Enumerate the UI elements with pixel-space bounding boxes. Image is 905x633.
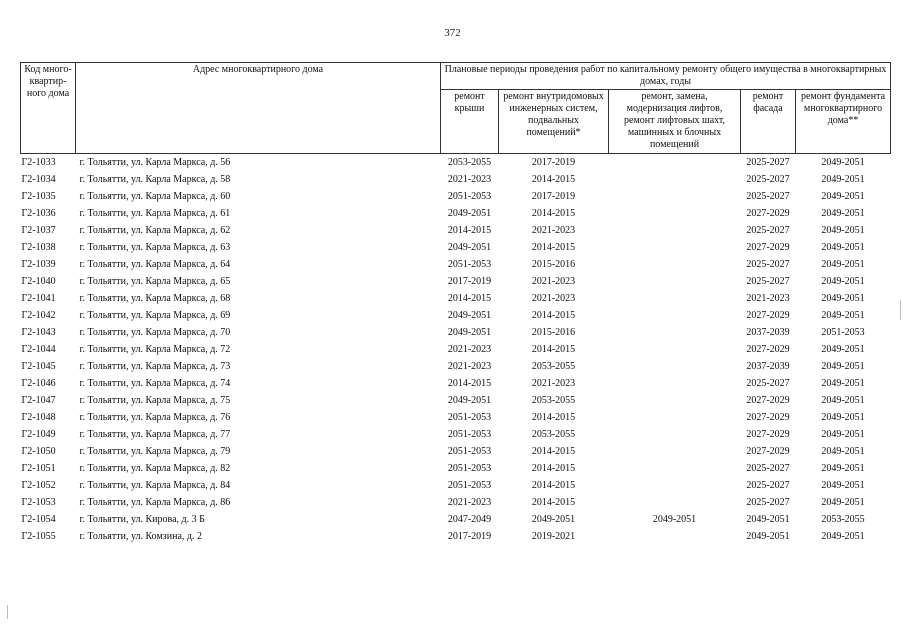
cell-code: Г2-1033 [21, 156, 56, 168]
cell-elevators [609, 290, 741, 307]
table-row [21, 205, 891, 222]
cell-elevators [609, 324, 741, 341]
cell-roof: 2014-2015 [447, 224, 492, 236]
cell-elevators [609, 171, 741, 188]
cell-code: Г2-1040 [21, 275, 56, 287]
cell-foundation: 2049-2051 [821, 275, 865, 287]
header-periods: Плановые периоды проведения работ по капитальному ремонту общего имущества в многоквартирных домах, годы [441, 63, 891, 90]
cell-roof: 2053-2055 [447, 156, 492, 168]
cell-elevators [609, 494, 741, 511]
cell-roof: 2047-2049 [447, 513, 492, 525]
cell-elevators [609, 392, 741, 409]
cell-code: Г2-1038 [21, 241, 56, 253]
table-row [21, 324, 891, 341]
cell-foundation: 2049-2051 [821, 190, 865, 202]
table-row [21, 188, 891, 205]
cell-facade: 2027-2029 [746, 394, 790, 406]
cell-address: г. Тольятти, ул. Карла Маркса, д. 64 [79, 258, 231, 270]
cell-address: г. Тольятти, ул. Карла Маркса, д. 58 [79, 173, 231, 185]
scan-mark [900, 300, 901, 320]
cell-elevators [609, 341, 741, 358]
cell-code: Г2-1053 [21, 496, 56, 508]
cell-engineering: 2014-2015 [531, 462, 576, 474]
cell-elevators [609, 443, 741, 460]
cell-engineering: 2053-2055 [531, 428, 576, 440]
table-row [21, 239, 891, 256]
cell-roof: 2021-2023 [447, 173, 492, 185]
cell-address: г. Тольятти, ул. Карла Маркса, д. 86 [79, 496, 231, 508]
cell-roof: 2017-2019 [447, 275, 492, 287]
cell-roof: 2051-2053 [447, 428, 492, 440]
cell-elevators [609, 273, 741, 290]
cell-roof: 2051-2053 [447, 479, 492, 491]
cell-code: Г2-1039 [21, 258, 56, 270]
cell-engineering: 2014-2015 [531, 496, 576, 508]
cell-foundation: 2049-2051 [821, 258, 865, 270]
cell-engineering: 2014-2015 [531, 343, 576, 355]
cell-code: Г2-1037 [21, 224, 56, 236]
table-row [21, 426, 891, 443]
cell-elevators: 2049-2051 [652, 513, 697, 525]
cell-code: Г2-1047 [21, 394, 56, 406]
cell-code: Г2-1049 [21, 428, 56, 440]
cell-engineering: 2015-2016 [531, 258, 576, 270]
cell-elevators [609, 154, 741, 172]
cell-foundation: 2049-2051 [821, 207, 865, 219]
cell-elevators [609, 239, 741, 256]
cell-facade: 2027-2029 [746, 411, 790, 423]
table-row [21, 222, 891, 239]
cell-address: г. Тольятти, ул. Карла Маркса, д. 77 [79, 428, 231, 440]
cell-roof: 2049-2051 [447, 394, 492, 406]
cell-engineering: 2053-2055 [531, 394, 576, 406]
cell-code: Г2-1042 [21, 309, 56, 321]
cell-code: Г2-1055 [21, 530, 56, 542]
cell-foundation: 2053-2055 [821, 513, 865, 525]
table-row [21, 392, 891, 409]
cell-code: Г2-1051 [21, 462, 56, 474]
cell-facade: 2049-2051 [746, 513, 790, 525]
table-row [21, 511, 891, 528]
cell-facade: 2025-2027 [746, 190, 790, 202]
cell-elevators [609, 477, 741, 494]
header-code: Код много-квартир-ного дома [21, 63, 76, 154]
cell-roof: 2014-2015 [447, 292, 492, 304]
table-row [21, 307, 891, 324]
cell-facade: 2037-2039 [746, 326, 790, 338]
table-row [21, 273, 891, 290]
cell-engineering: 2021-2023 [531, 292, 576, 304]
cell-engineering: 2017-2019 [531, 156, 576, 168]
cell-code: Г2-1036 [21, 207, 56, 219]
cell-code: Г2-1041 [21, 292, 56, 304]
cell-facade: 2025-2027 [746, 479, 790, 491]
cell-roof: 2049-2051 [447, 326, 492, 338]
cell-roof: 2049-2051 [447, 309, 492, 321]
cell-engineering: 2021-2023 [531, 224, 576, 236]
header-address: Адрес многоквартирного дома [76, 63, 441, 154]
cell-address: г. Тольятти, ул. Карла Маркса, д. 84 [79, 479, 231, 491]
header-elevators: ремонт, замена, модернизация лифтов, ремонт лифтовых шахт, машинных и блочных помещений [609, 90, 741, 154]
table-row [21, 290, 891, 307]
cell-facade: 2027-2029 [746, 241, 790, 253]
cell-roof: 2014-2015 [447, 377, 492, 389]
cell-code: Г2-1043 [21, 326, 56, 338]
cell-engineering: 2049-2051 [531, 513, 576, 525]
cell-elevators [609, 528, 741, 545]
cell-engineering: 2014-2015 [531, 173, 576, 185]
cell-code: Г2-1048 [21, 411, 56, 423]
cell-facade: 2027-2029 [746, 343, 790, 355]
cell-roof: 2051-2053 [447, 411, 492, 423]
cell-foundation: 2049-2051 [821, 292, 865, 304]
cell-foundation: 2049-2051 [821, 377, 865, 389]
cell-code: Г2-1044 [21, 343, 56, 355]
table-body [21, 154, 891, 546]
cell-engineering: 2014-2015 [531, 445, 576, 457]
cell-engineering: 2021-2023 [531, 275, 576, 287]
table-row [21, 256, 891, 273]
cell-roof: 2049-2051 [447, 207, 492, 219]
cell-elevators [609, 409, 741, 426]
cell-foundation: 2049-2051 [821, 241, 865, 253]
cell-facade: 2025-2027 [746, 224, 790, 236]
cell-address: г. Тольятти, ул. Карла Маркса, д. 73 [79, 360, 231, 372]
cell-elevators [609, 460, 741, 477]
cell-foundation: 2049-2051 [821, 445, 865, 457]
cell-elevators [609, 358, 741, 375]
cell-engineering: 2015-2016 [531, 326, 576, 338]
cell-address: г. Тольятти, ул. Карла Маркса, д. 65 [79, 275, 231, 287]
cell-facade: 2049-2051 [746, 530, 790, 542]
cell-facade: 2021-2023 [746, 292, 790, 304]
cell-facade: 2025-2027 [746, 377, 790, 389]
cell-address: г. Тольятти, ул. Карла Маркса, д. 75 [79, 394, 231, 406]
cell-engineering: 2017-2019 [531, 190, 576, 202]
header-foundation: ремонт фундамента многоквартирного дома** [796, 90, 891, 154]
cell-roof: 2021-2023 [447, 496, 492, 508]
table-row [21, 154, 891, 172]
cell-code: Г2-1046 [21, 377, 56, 389]
cell-elevators [609, 426, 741, 443]
cell-address: г. Тольятти, ул. Карла Маркса, д. 70 [79, 326, 231, 338]
cell-foundation: 2049-2051 [821, 428, 865, 440]
cell-code: Г2-1050 [21, 445, 56, 457]
cell-roof: 2051-2053 [447, 258, 492, 270]
cell-foundation: 2049-2051 [821, 309, 865, 321]
cell-address: г. Тольятти, ул. Карла Маркса, д. 79 [79, 445, 231, 457]
cell-address: г. Тольятти, ул. Карла Маркса, д. 82 [79, 462, 231, 474]
cell-foundation: 2049-2051 [821, 156, 865, 168]
cell-address: г. Тольятти, ул. Карла Маркса, д. 56 [79, 156, 231, 168]
cell-address: г. Тольятти, ул. Карла Маркса, д. 68 [79, 292, 231, 304]
cell-facade: 2025-2027 [746, 173, 790, 185]
header-roof: ремонт крыши [441, 90, 499, 154]
cell-elevators [609, 307, 741, 324]
cell-roof: 2051-2053 [447, 462, 492, 474]
cell-foundation: 2049-2051 [821, 496, 865, 508]
cell-elevators [609, 188, 741, 205]
cell-facade: 2025-2027 [746, 258, 790, 270]
cell-facade: 2025-2027 [746, 462, 790, 474]
cell-address: г. Тольятти, ул. Карла Маркса, д. 72 [79, 343, 231, 355]
header-facade: ремонт фасада [741, 90, 796, 154]
cell-address: г. Тольятти, ул. Комзина, д. 2 [79, 530, 202, 542]
cell-engineering: 2014-2015 [531, 207, 576, 219]
cell-engineering: 2021-2023 [531, 377, 576, 389]
cell-engineering: 2014-2015 [531, 241, 576, 253]
cell-code: Г2-1034 [21, 173, 56, 185]
table-row [21, 341, 891, 358]
cell-code: Г2-1045 [21, 360, 56, 372]
cell-foundation: 2049-2051 [821, 360, 865, 372]
cell-elevators [609, 375, 741, 392]
table-row [21, 528, 891, 545]
cell-address: г. Тольятти, ул. Карла Маркса, д. 69 [79, 309, 231, 321]
table-row [21, 477, 891, 494]
cell-elevators [609, 222, 741, 239]
cell-address: г. Тольятти, ул. Карла Маркса, д. 62 [79, 224, 231, 236]
cell-roof: 2049-2051 [447, 241, 492, 253]
cell-roof: 2021-2023 [447, 360, 492, 372]
cell-roof: 2017-2019 [447, 530, 492, 542]
table-row [21, 375, 891, 392]
cell-foundation: 2049-2051 [821, 411, 865, 423]
cell-engineering: 2014-2015 [531, 411, 576, 423]
cell-elevators [609, 256, 741, 273]
table-row [21, 443, 891, 460]
cell-foundation: 2049-2051 [821, 224, 865, 236]
cell-roof: 2051-2053 [447, 445, 492, 457]
cell-address: г. Тольятти, ул. Карла Маркса, д. 63 [79, 241, 231, 253]
cell-facade: 2027-2029 [746, 207, 790, 219]
cell-facade: 2027-2029 [746, 445, 790, 457]
cell-engineering: 2053-2055 [531, 360, 576, 372]
cell-roof: 2051-2053 [447, 190, 492, 202]
cell-code: Г2-1054 [21, 513, 56, 525]
cell-code: Г2-1035 [21, 190, 56, 202]
cell-roof: 2021-2023 [447, 343, 492, 355]
cell-address: г. Тольятти, ул. Карла Маркса, д. 76 [79, 411, 231, 423]
cell-elevators [609, 205, 741, 222]
cell-foundation: 2049-2051 [821, 173, 865, 185]
cell-engineering: 2014-2015 [531, 309, 576, 321]
cell-code: Г2-1052 [21, 479, 56, 491]
table-row [21, 409, 891, 426]
cell-facade: 2037-2039 [746, 360, 790, 372]
cell-facade: 2027-2029 [746, 309, 790, 321]
cell-facade: 2025-2027 [746, 275, 790, 287]
cell-foundation: 2049-2051 [821, 462, 865, 474]
cell-address: г. Тольятти, ул. Карла Маркса, д. 74 [79, 377, 231, 389]
cell-facade: 2025-2027 [746, 496, 790, 508]
cell-foundation: 2049-2051 [821, 394, 865, 406]
cell-foundation: 2051-2053 [821, 326, 865, 338]
header-engineering: ремонт внутридомовых инженерных систем, подвальных помещений* [499, 90, 609, 154]
cell-facade: 2027-2029 [746, 428, 790, 440]
table-row [21, 460, 891, 477]
table-row [21, 171, 891, 188]
cell-address: г. Тольятти, ул. Кирова, д. 3 Б [79, 513, 205, 525]
cell-foundation: 2049-2051 [821, 479, 865, 491]
table-row [21, 358, 891, 375]
page-number: 372 [444, 27, 461, 39]
cell-engineering: 2014-2015 [531, 479, 576, 491]
cell-foundation: 2049-2051 [821, 343, 865, 355]
table-row [21, 494, 891, 511]
scan-mark [7, 605, 8, 619]
cell-engineering: 2019-2021 [531, 530, 576, 542]
cell-facade: 2025-2027 [746, 156, 790, 168]
capital-repair-table [20, 62, 891, 545]
cell-address: г. Тольятти, ул. Карла Маркса, д. 60 [79, 190, 231, 202]
cell-address: г. Тольятти, ул. Карла Маркса, д. 61 [79, 207, 231, 219]
cell-foundation: 2049-2051 [821, 530, 865, 542]
